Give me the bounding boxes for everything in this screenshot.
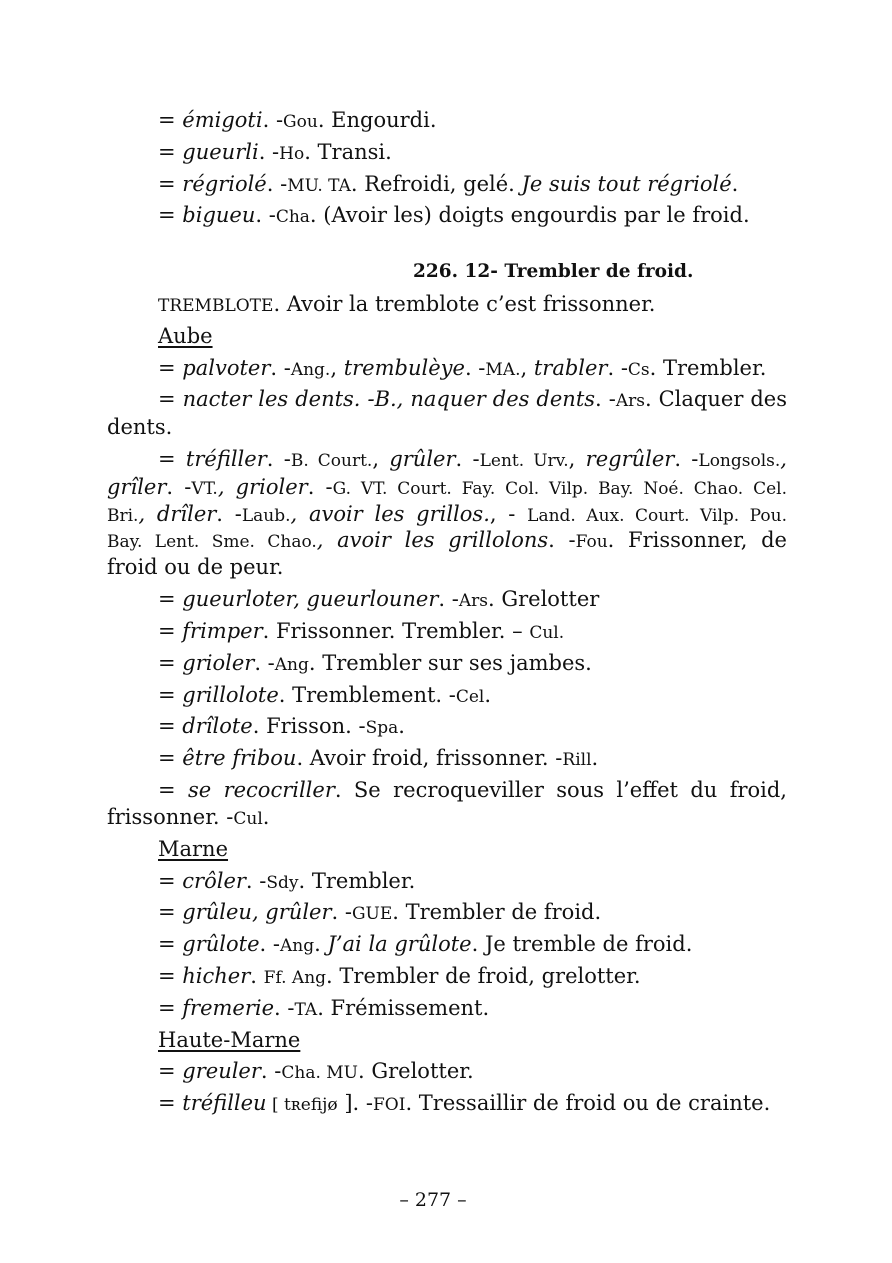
headword: gueurloter, gueurlouner	[182, 587, 439, 611]
section-heading: 226. 12- Trembler de froid.	[413, 261, 694, 282]
source-abbrev: Ars	[458, 591, 488, 611]
headword: avoir les grillos.	[308, 502, 490, 526]
source-abbrev: Ars	[615, 391, 645, 411]
definition: . Se recroqueviller sous l’effet du froid,	[334, 778, 787, 802]
entry-fremerie: = fremerie. -TA. Frémissement.	[158, 996, 490, 1020]
entry-drilote: = drîlote. Frisson. -Spa.	[158, 714, 405, 738]
entry-trefiller-cont4: froid ou de peur.	[107, 555, 284, 579]
definition: . Trembler.	[298, 869, 416, 893]
definition: . Tremblement. -	[278, 683, 456, 707]
headword: grûleu, grûler	[182, 900, 332, 924]
headword: tréfilleu	[182, 1091, 267, 1115]
source-abbrev: MU. TA	[287, 176, 351, 196]
entry-etre-fribou: = être fribou. Avoir froid, frissonner. -Rill.	[158, 746, 599, 770]
entry-trefiller-cont1: grîler. -VT., grioler. -G. VT. Court. Fay. Col. Vilp. Bay. Noé. Chao. Cel.	[107, 475, 787, 499]
headword: nacter les dents. -B., naquer des dents	[182, 387, 596, 411]
headword: grioler	[182, 651, 255, 675]
headword: hicher	[182, 964, 251, 988]
source-abbrev: Ff. Ang	[263, 968, 327, 988]
definition: . Tressaillir de froid ou de crainte.	[405, 1091, 771, 1115]
source-abbrev: Cha. MU	[281, 1063, 358, 1083]
headword: grillolote	[182, 683, 279, 707]
headword: palvoter	[182, 356, 271, 380]
definition: . Engourdi.	[317, 108, 437, 132]
source-abbrev: B. Court.	[290, 451, 373, 471]
headword: drîlote	[182, 714, 253, 738]
source-abbrev: Cel	[455, 687, 485, 707]
source-abbrev: GUE	[351, 904, 393, 924]
page-number: – 277 –	[399, 1189, 467, 1211]
source-abbrev: Laub.	[241, 506, 291, 526]
entry-frimper: = frimper. Frissonner. Trembler. – Cul.	[158, 619, 565, 643]
entry-trefiller-cont2: Bri., drîler. -Laub., avoir les grillos., - Land. Aux. Court. Vilp. Pou.	[107, 502, 787, 526]
source-abbrev: Longsols.	[698, 451, 781, 471]
headword: gueurli	[182, 140, 259, 164]
definition: . Trembler de froid.	[392, 900, 602, 924]
headword: grûler	[389, 447, 456, 471]
source-abbrev: Cha	[275, 207, 310, 227]
entry-hicher: = hicher. Ff. Ang. Trembler de froid, grelotter.	[158, 964, 641, 988]
entry-tremblote	[158, 290, 787, 320]
entry-greuler: = greuler. -Cha. MU. Grelotter.	[158, 1059, 474, 1083]
headword: drîler	[156, 502, 217, 526]
entry-se-recocriller: = se recocriller. Se recroqueviller sous l’effet du froid,	[158, 778, 787, 802]
headword: grîler	[107, 475, 167, 499]
source-abbrev: Ang.	[290, 360, 331, 380]
source-abbrev: Bay. Lent. Sme. Chao.	[107, 532, 317, 552]
definition: . Frissonner. Trembler. –	[262, 619, 530, 643]
entry-emigoti: = émigoti. -Gou. Engourdi.	[158, 108, 437, 132]
entry-palvoter: = palvoter. -Ang., trembulèye. -MA., trabler. -Cs. Trembler.	[158, 356, 767, 380]
headword: greuler	[182, 1059, 261, 1083]
region-heading-marne: Marne	[158, 837, 229, 861]
example: Je suis tout régriolé	[521, 172, 732, 196]
headword: crôler	[182, 869, 246, 893]
entry-grillolote: = grillolote. Tremblement. -Cel.	[158, 683, 492, 707]
entry-nacter: = nacter les dents. -B., naquer des dents. -Ars. Claquer des	[158, 387, 787, 411]
definition: . Avoir la tremblote c’est frissonner.	[273, 292, 656, 316]
headword: fremerie	[182, 996, 275, 1020]
definition: . Trembler sur ses jambes.	[308, 651, 592, 675]
definition: . Refroidi, gelé.	[350, 172, 522, 196]
source-abbrev: Gou	[283, 112, 318, 132]
headword: régriolé	[182, 172, 267, 196]
entry-gruleu: = grûleu, grûler. -GUE. Trembler de froid.	[158, 900, 602, 924]
example: J’ai la grûlote	[327, 932, 472, 956]
definition: . Frémissement.	[317, 996, 490, 1020]
headword: émigoti	[182, 108, 263, 132]
source-abbrev: Spa	[365, 718, 399, 738]
entry-grulote: = grûlote. -Ang. J’ai la grûlote. Je tremble de froid.	[158, 932, 693, 956]
source-abbrev: FOI	[373, 1095, 406, 1115]
definition: . Grelotter	[487, 587, 600, 611]
definition: . Claquer des	[644, 387, 787, 411]
definition: . Trembler de froid, grelotter.	[326, 964, 641, 988]
definition: . Frissonner, de	[607, 528, 787, 552]
headword: frimper	[182, 619, 263, 643]
entry-trefiller: = tréfiller. -B. Court., grûler. -Lent. Urv., regrûler. -Longsols.,	[158, 447, 787, 471]
headword: avoir les grillolons	[337, 528, 549, 552]
phonetic-transcription: tʀefijø	[284, 1095, 338, 1115]
headword: tréfiller	[185, 447, 267, 471]
headword: trembulèye	[343, 356, 465, 380]
source-abbrev: MA.	[485, 360, 521, 380]
headword-caps: TREMBLOTE	[158, 296, 274, 316]
entry-gueurli: = gueurli. -Ho. Transi.	[158, 140, 392, 164]
source-abbrev: Rill	[562, 750, 592, 770]
source-abbrev: G. VT. Court. Fay. Col. Vilp. Bay. Noé. Chao. Cel.	[332, 479, 787, 499]
region-heading-haute-marne: Haute-Marne	[158, 1028, 301, 1052]
entry-trefilleu: = tréfilleu [ tʀefijø ]. -FOI. Tressaillir de froid ou de crainte.	[158, 1091, 771, 1115]
source-abbrev: Ang	[279, 936, 315, 956]
headword: grûlote	[182, 932, 260, 956]
headword: regrûler	[585, 447, 675, 471]
headword: bigueu	[182, 203, 256, 227]
source-abbrev: Ang	[274, 655, 309, 675]
definition: . Frisson. -	[252, 714, 366, 738]
source-abbrev: Ho	[279, 144, 305, 164]
source-abbrev: Cs	[627, 360, 650, 380]
source-abbrev: TA	[294, 1000, 318, 1020]
definition: . (Avoir les) doigts engourdis par le froid.	[309, 203, 750, 227]
source-abbrev: Cul	[233, 809, 263, 829]
source-abbrev: Cul.	[529, 623, 565, 643]
source-abbrev: Lent. Urv.	[479, 451, 569, 471]
entry-trefiller-cont3: Bay. Lent. Sme. Chao., avoir les grillolons. -Fou. Frissonner, de	[107, 528, 787, 552]
entry-se-recocriller-cont: frissonner. -Cul.	[107, 805, 270, 829]
source-abbrev: Bri.	[107, 506, 139, 526]
entry-bigueu: = bigueu. -Cha. (Avoir les) doigts engourdis par le froid.	[158, 203, 750, 227]
entry-regriole: = régriolé. -MU. TA. Refroidi, gelé. Je suis tout régriolé.	[158, 172, 739, 196]
equals-sign: =	[158, 108, 183, 132]
source-abbrev: Land. Aux. Court. Vilp. Pou.	[527, 506, 787, 526]
entry-gueurloter: = gueurloter, gueurlouner. -Ars. Grelotter	[158, 587, 600, 611]
headword: se recocriller	[187, 778, 335, 802]
entry-nacter-cont: dents.	[107, 415, 173, 439]
definition: . Trembler.	[649, 356, 767, 380]
headword: grioler	[235, 475, 308, 499]
source-abbrev: Fou	[575, 532, 608, 552]
definition: . Avoir froid, frissonner. -	[296, 746, 563, 770]
entry-grioler: = grioler. -Ang. Trembler sur ses jambes.	[158, 651, 592, 675]
definition: . Je tremble de froid.	[471, 932, 693, 956]
definition: . Grelotter.	[358, 1059, 474, 1083]
region-heading-aube: Aube	[158, 324, 213, 348]
headword: trabler	[533, 356, 608, 380]
source-abbrev: Sdy	[266, 873, 299, 893]
entry-croler: = crôler. -Sdy. Trembler.	[158, 869, 416, 893]
definition: . Transi.	[304, 140, 392, 164]
source-abbrev: VT.	[191, 479, 218, 499]
headword: être fribou	[182, 746, 297, 770]
